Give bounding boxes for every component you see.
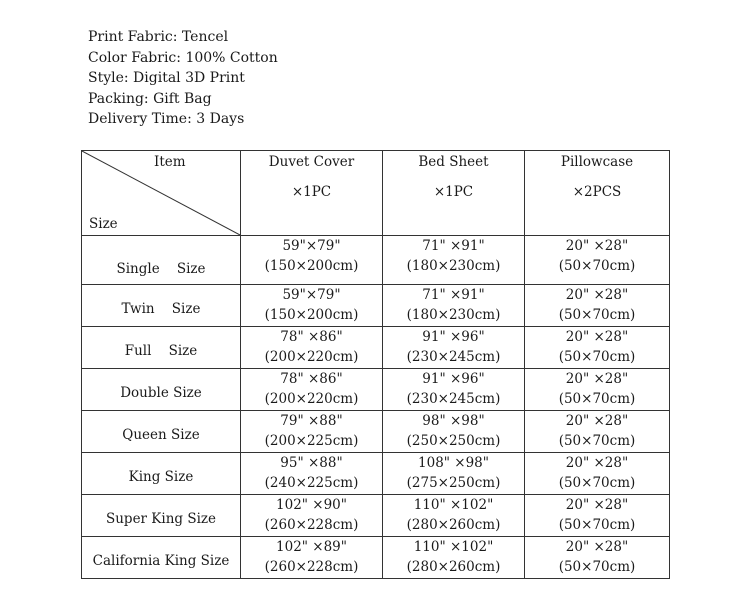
dimension-cell	[241, 537, 383, 579]
spec-print-fabric: Print Fabric: Tencel	[88, 29, 229, 45]
size-name: Double Size	[120, 384, 202, 401]
dimension-cell	[383, 453, 525, 495]
header-pillowcase	[525, 151, 670, 236]
dimension-cell	[525, 327, 670, 369]
dimension-cell	[241, 285, 383, 327]
dimension-cm: (240×225cm)	[264, 475, 359, 491]
header-qty: ×1PC	[433, 184, 474, 200]
dimension-inches: 71" ×91"	[422, 287, 485, 303]
dimension-inches: 20" ×28"	[565, 413, 629, 429]
product-specs	[88, 27, 278, 130]
size-name-cell	[82, 369, 241, 411]
dimension-cm: (260×228cm)	[264, 517, 359, 533]
dimension-cell	[241, 327, 383, 369]
dimension-inches: 102" ×90"	[276, 497, 347, 513]
dimension-inches: 102" ×89"	[276, 539, 347, 555]
dimension-inches: 20" ×28"	[565, 287, 629, 303]
dimension-inches: 20" ×28"	[565, 371, 629, 387]
dimension-cell	[241, 495, 383, 537]
dimension-cm: (275×250cm)	[406, 475, 501, 491]
size-table	[81, 150, 670, 579]
dimension-inches: 20" ×28"	[565, 455, 629, 471]
dimension-inches: 78" ×86"	[280, 329, 343, 345]
table-row	[82, 236, 670, 285]
dimension-cell	[525, 236, 670, 285]
dimension-cm: (50×70cm)	[558, 433, 636, 449]
dimension-cell	[383, 411, 525, 453]
dimension-cell	[241, 236, 383, 285]
dimension-cm: (50×70cm)	[558, 559, 636, 575]
table-row	[82, 285, 670, 327]
size-name: Super King Size	[105, 510, 217, 527]
spec-packing: Packing: Gift Bag	[88, 90, 212, 107]
dimension-cm: (50×70cm)	[558, 475, 636, 491]
dimension-cm: (200×220cm)	[264, 391, 359, 407]
corner-item-label: Item	[154, 154, 186, 170]
dimension-cell	[525, 453, 670, 495]
size-name: Queen Size	[122, 426, 200, 443]
table-row	[82, 495, 670, 537]
dimension-inches: 110" ×102"	[413, 539, 494, 555]
size-name-cell	[82, 236, 241, 285]
dimension-cell	[525, 411, 670, 453]
dimension-inches: 110" ×102"	[413, 497, 494, 513]
dimension-inches: 98" ×98"	[422, 413, 485, 429]
dimension-inches: 59"×79"	[282, 238, 341, 254]
dimension-cell	[383, 327, 525, 369]
dimension-cm: (50×70cm)	[558, 517, 636, 533]
table-header-row	[82, 151, 670, 236]
dimension-inches: 91" ×96"	[422, 329, 485, 345]
size-name-cell	[82, 495, 241, 537]
dimension-inches: 79" ×88"	[280, 413, 343, 429]
dimension-cm: (200×220cm)	[264, 349, 359, 365]
size-name: California King Size	[92, 552, 230, 569]
dimension-inches: 71" ×91"	[422, 238, 485, 254]
size-name: Full Size	[124, 342, 198, 359]
dimension-cell	[383, 285, 525, 327]
size-name: King Size	[128, 468, 194, 485]
dimension-cell	[525, 495, 670, 537]
spec-style: Style: Digital 3D Print	[88, 70, 245, 86]
size-name-cell	[82, 327, 241, 369]
dimension-cell	[525, 285, 670, 327]
dimension-cm: (230×245cm)	[406, 349, 501, 365]
dimension-cm: (250×250cm)	[406, 433, 501, 449]
dimension-cm: (150×200cm)	[264, 307, 359, 323]
size-name-cell	[82, 411, 241, 453]
header-bed-sheet	[383, 151, 525, 236]
dimension-cm: (200×225cm)	[264, 433, 359, 449]
dimension-cm: (50×70cm)	[558, 307, 636, 323]
dimension-cell	[525, 537, 670, 579]
dimension-cm: (180×230cm)	[406, 307, 501, 323]
dimension-inches: 20" ×28"	[565, 497, 629, 513]
spec-delivery-time: Delivery Time: 3 Days	[88, 111, 245, 127]
spec-color-fabric: Color Fabric: 100% Cotton	[88, 49, 278, 66]
dimension-cell	[383, 537, 525, 579]
table-row	[82, 411, 670, 453]
table-row	[82, 453, 670, 495]
size-name: Single Size	[116, 261, 206, 277]
dimension-cm: (280×260cm)	[406, 559, 501, 575]
header-duvet-cover	[241, 151, 383, 236]
header-qty: ×1PC	[291, 184, 332, 200]
dimension-cell	[241, 453, 383, 495]
table-row	[82, 327, 670, 369]
header-name: Bed Sheet	[418, 154, 489, 170]
dimension-inches: 108" ×98"	[418, 455, 489, 471]
dimension-cell	[383, 495, 525, 537]
dimension-cell	[241, 411, 383, 453]
dimension-cm: (280×260cm)	[406, 517, 501, 533]
header-name: Pillowcase	[560, 154, 634, 170]
size-name: Twin Size	[121, 300, 201, 317]
dimension-cm: (260×228cm)	[264, 559, 359, 575]
dimension-inches: 20" ×28"	[565, 539, 629, 555]
dimension-cm: (50×70cm)	[558, 391, 636, 407]
dimension-inches: 59"×79"	[282, 287, 341, 303]
dimension-cell	[383, 369, 525, 411]
header-name: Duvet Cover	[268, 154, 355, 170]
dimension-cm: (50×70cm)	[558, 258, 636, 274]
dimension-cm: (150×200cm)	[264, 258, 359, 274]
dimension-cell	[525, 369, 670, 411]
dimension-inches: 78" ×86"	[280, 371, 343, 387]
dimension-inches: 20" ×28"	[565, 329, 629, 345]
size-name-cell	[82, 285, 241, 327]
size-name-cell	[82, 537, 241, 579]
header-qty: ×2PCS	[572, 184, 622, 200]
table-row	[82, 369, 670, 411]
corner-size-label: Size	[89, 216, 118, 232]
dimension-cm: (50×70cm)	[558, 349, 636, 365]
dimension-cm: (230×245cm)	[406, 391, 501, 407]
dimension-cell	[241, 369, 383, 411]
table-row	[82, 537, 670, 579]
dimension-inches: 91" ×96"	[422, 371, 485, 387]
corner-cell	[82, 151, 241, 236]
dimension-inches: 20" ×28"	[565, 238, 629, 254]
dimension-cell	[383, 236, 525, 285]
dimension-inches: 95" ×88"	[280, 455, 343, 471]
dimension-cm: (180×230cm)	[406, 258, 501, 274]
size-name-cell	[82, 453, 241, 495]
